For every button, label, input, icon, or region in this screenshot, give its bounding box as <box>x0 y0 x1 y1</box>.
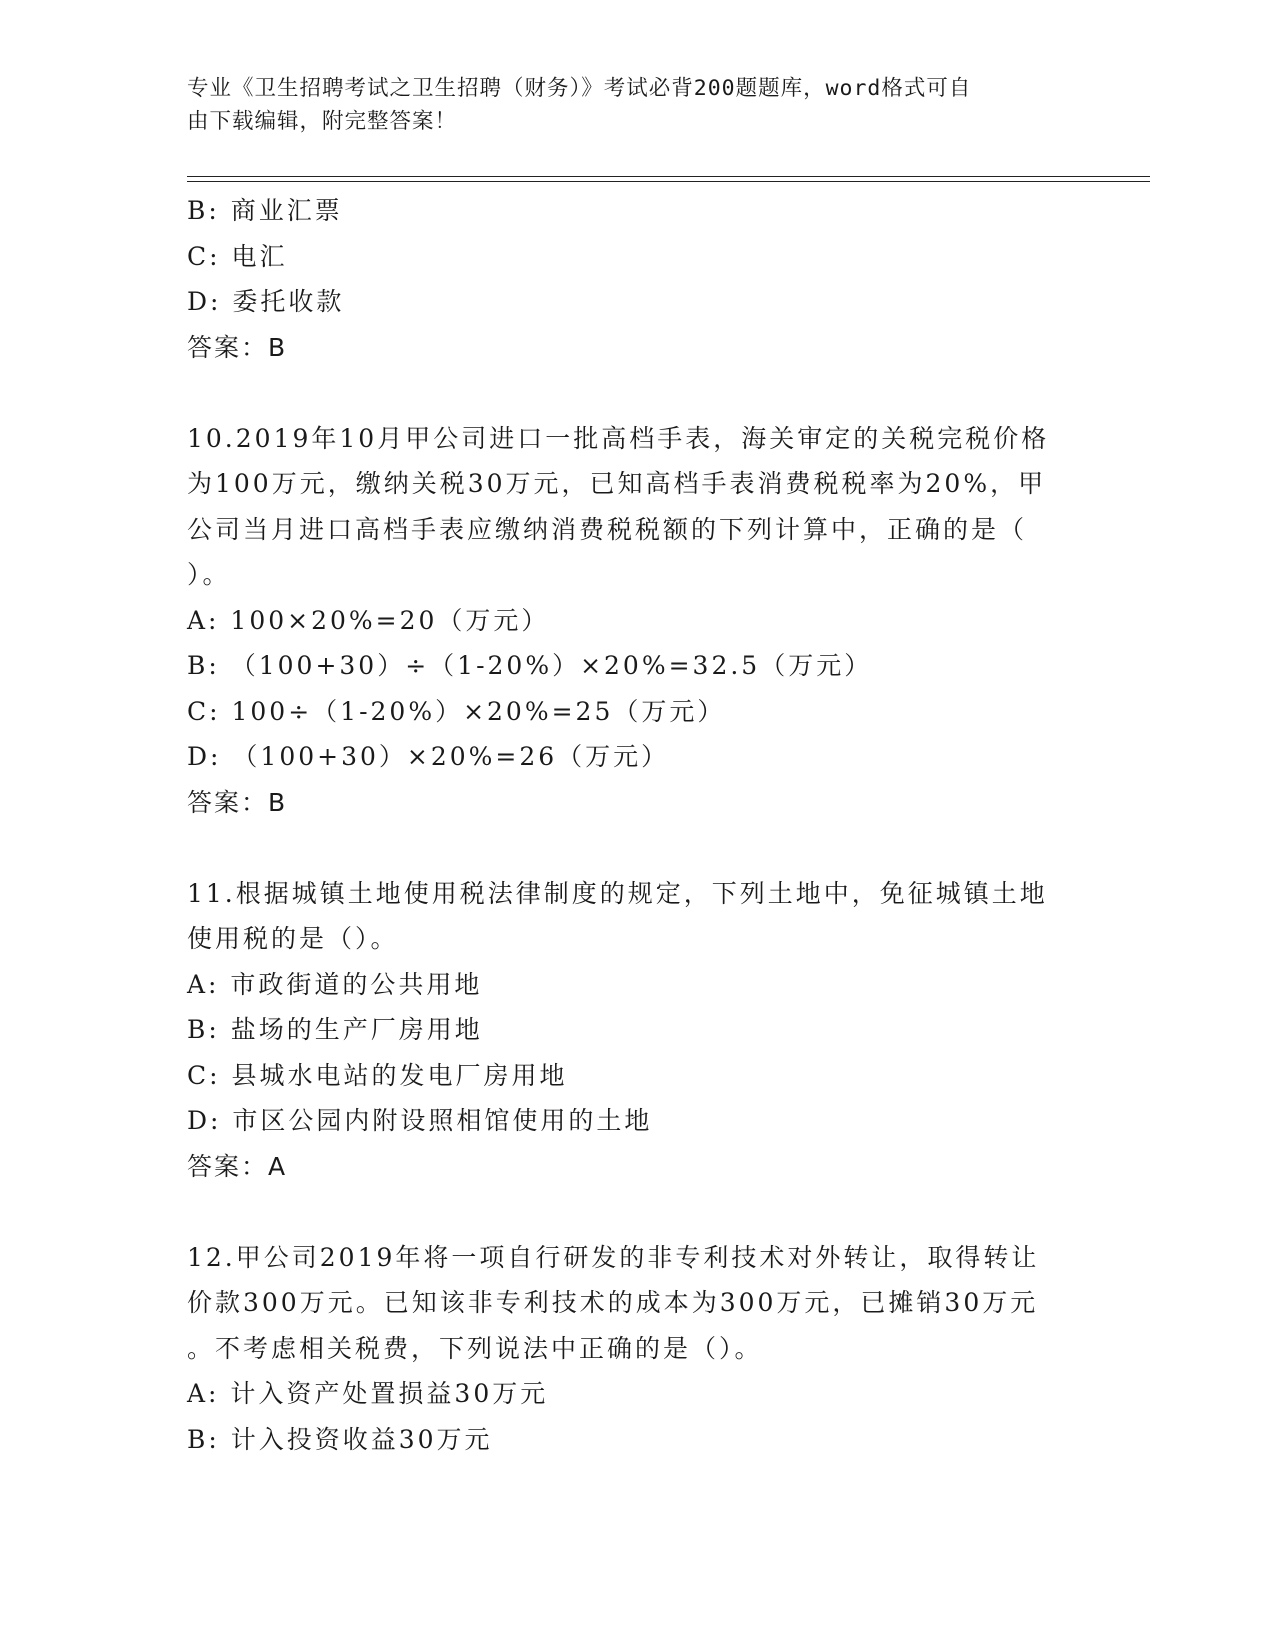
question-text-line: 11.根据城镇土地使用税法律制度的规定，下列土地中，免征城镇土地 <box>187 878 1048 908</box>
document-header <box>187 72 1067 138</box>
header-divider-top <box>187 176 1150 177</box>
question-text-line: 价款300万元。已知该非专利技术的成本为300万元，已摊销30万元 <box>187 1288 1039 1317</box>
option-b: B: （100+30）÷（1-20%）×20%=32.5（万元） <box>187 651 873 680</box>
question-text-line: ）。 <box>187 560 231 589</box>
question-11 <box>187 871 1087 1190</box>
header-line-1: 专业《卫生招聘考试之卫生招聘（财务）》考试必背200题题库，word格式可自 <box>187 76 972 101</box>
option-d: D: 市区公园内附设照相馆使用的土地 <box>187 1106 653 1135</box>
option-c: C: 电汇 <box>187 241 288 271</box>
question-9-continued <box>187 188 1087 370</box>
option-c: C: 县城水电站的发电厂房用地 <box>187 1060 568 1090</box>
option-b: B: 商业汇票 <box>187 196 343 225</box>
option-d: D: 委托收款 <box>187 287 345 316</box>
question-10 <box>187 416 1087 826</box>
question-12 <box>187 1235 1087 1463</box>
answer: 答案：B <box>187 332 288 362</box>
question-text-line: 公司当月进口高档手表应缴纳消费税税额的下列计算中，正确的是（ <box>187 514 1028 544</box>
question-text-line: 为100万元，缴纳关税30万元，已知高档手表消费税税率为20%，甲 <box>187 469 1047 498</box>
option-b: B: 计入投资收益30万元 <box>187 1424 493 1454</box>
header-divider-bottom <box>187 181 1150 182</box>
option-a: A: 100×20%=20（万元） <box>187 605 550 635</box>
header-line-2: 由下载编辑，附完整答案！ <box>187 109 458 134</box>
document-body <box>187 188 1087 1462</box>
option-d: D: （100+30）×20%=26（万元） <box>187 742 670 771</box>
answer: 答案：A <box>187 1151 288 1181</box>
question-text-line: 使用税的是（）。 <box>187 924 399 953</box>
question-text-line: 。不考虑相关税费，下列说法中正确的是（）。 <box>187 1333 763 1363</box>
answer: 答案：B <box>187 787 288 817</box>
option-b: B: 盐场的生产厂房用地 <box>187 1015 483 1044</box>
question-text-line: 12.甲公司2019年将一项自行研发的非专利技术对外转让，取得转让 <box>187 1242 1040 1272</box>
option-c: C: 100÷（1-20%）×20%=25（万元） <box>187 696 726 726</box>
question-text-line: 10.2019年10月甲公司进口一批高档手表，海关审定的关税完税价格 <box>187 423 1050 453</box>
option-a: A: 市政街道的公共用地 <box>187 969 483 999</box>
option-a: A: 计入资产处置损益30万元 <box>187 1379 549 1408</box>
